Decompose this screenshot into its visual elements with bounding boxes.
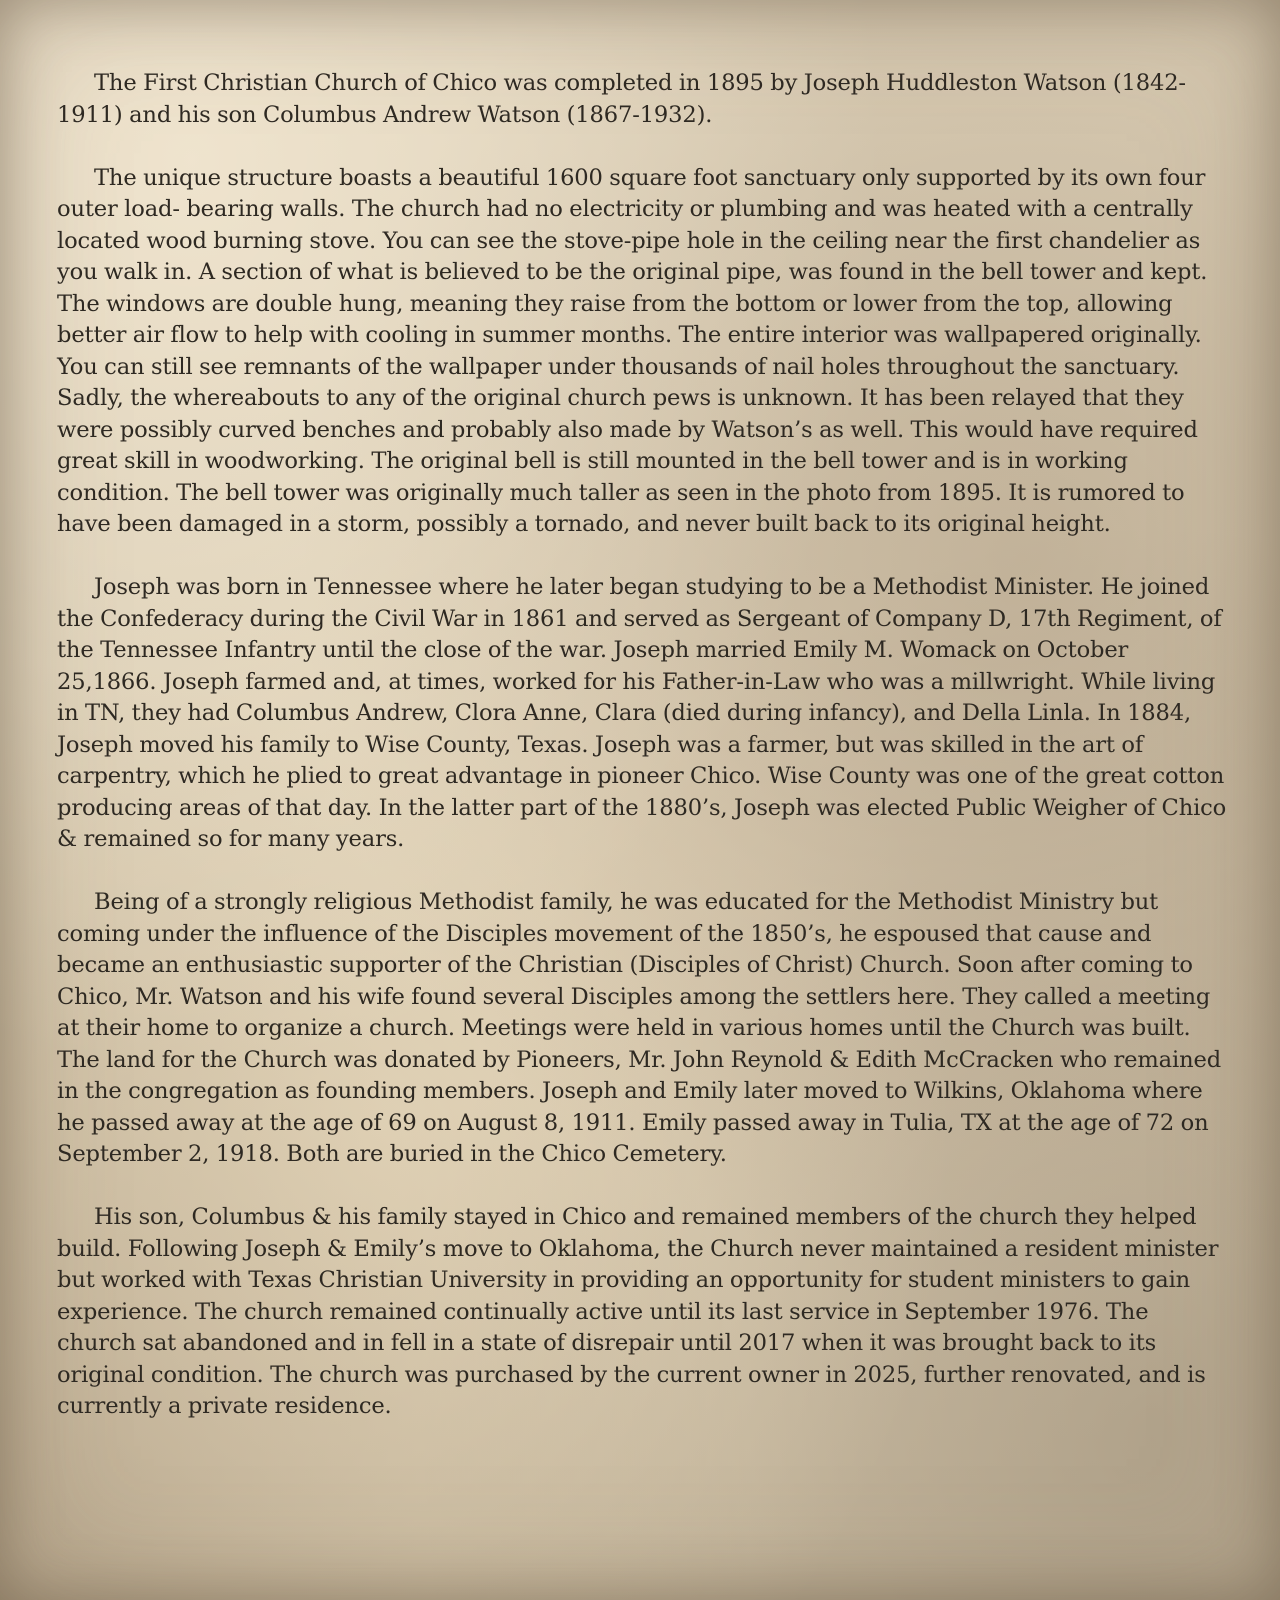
history-document xyxy=(57,68,1227,1423)
paragraph-church-founding: Being of a strongly religious Methodist family, he was educated for the Methodist Ministry but coming under the influence of the Disciples movement of the 1850’s, he espoused that cause and became an enthusiastic supporter of the Christian (Disciples of Christ) Church. Soon after coming to Chico, Mr. Watson and his wife found several Disciples among the settlers here. They called a meeting at their home to organize a church. Meetings were held in various homes until the Church was built. The land for the Church was donated by Pioneers, Mr. John Reynold & Edith McCracken who remained in the congregation as founding members. Joseph and Emily later moved to Wilkins, Oklahoma where he passed away at the age of 69 on August 8, 1911. Emily passed away in Tulia, TX at the age of 72 on September 2, 1918. Both are buried in the Chico Cemetery. xyxy=(57,889,1222,1167)
paragraph-church-completion: The First Christian Church of Chico was completed in 1895 by Joseph Huddleston Watson (1842-1911) and his son Columbus Andrew Watson (1867-1932). xyxy=(57,70,1186,128)
paragraph-structure-description: The unique structure boasts a beautiful 1600 square foot sanctuary only supported by its own four outer load- bearing walls. The church had no electricity or plumbing and was heated with a centrally located wood burning stove. You can see the stove-pipe hole in the ceiling near the first chandelier as you walk in. A section of what is believed to be the original pipe, was found in the bell tower and kept. The windows are double hung, meaning they raise from the bottom or lower from the top, allowing better air flow to help with cooling in summer months. The entire interior was wallpapered originally. You can still see remnants of the wallpaper under thousands of nail holes throughout the sanctuary. Sadly, the whereabouts to any of the original church pews is unknown. It has been relayed that they were possibly curved benches and probably also made by Watson’s as well. This would have required great skill in woodworking. The original bell is still mounted in the bell tower and is in working condition. The bell tower was originally much taller as seen in the photo from 1895. It is rumored to have been damaged in a storm, possibly a tornado, and never built back to its original height. xyxy=(57,164,1208,537)
paragraph-joseph-biography: Joseph was born in Tennessee where he later began studying to be a Methodist Minister. He joined the Confederacy during the Civil War in 1861 and served as Sergeant of Company D, 17th Regiment, of the Tennessee Infantry until the close of the war. Joseph married Emily M. Womack on October 25,1866. Joseph farmed and, at times, worked for his Father-in-Law who was a millwright. While living in TN, they had Columbus Andrew, Clora Anne, Clara (died during infancy), and Della Linla. In 1884, Joseph moved his family to Wise County, Texas. Joseph was a farmer, but was skilled in the art of carpentry, which he plied to great advantage in pioneer Chico. Wise County was one of the great cotton producing areas of that day. In the latter part of the 1880’s, Joseph was elected Public Weigher of Chico & remained so for many years. xyxy=(57,574,1227,852)
paragraph-later-history: His son, Columbus & his family stayed in Chico and remained members of the church they helped build. Following Joseph & Emily’s move to Oklahoma, the Church never maintained a resident minister but worked with Texas Christian University in providing an opportunity for student ministers to gain experience. The church remained continually active until its last service in September 1976. The church sat abandoned and in fell in a state of disrepair until 2017 when it was brought back to its original condition. The church was purchased by the current owner in 2025, further renovated, and is currently a private residence. xyxy=(57,1204,1219,1419)
